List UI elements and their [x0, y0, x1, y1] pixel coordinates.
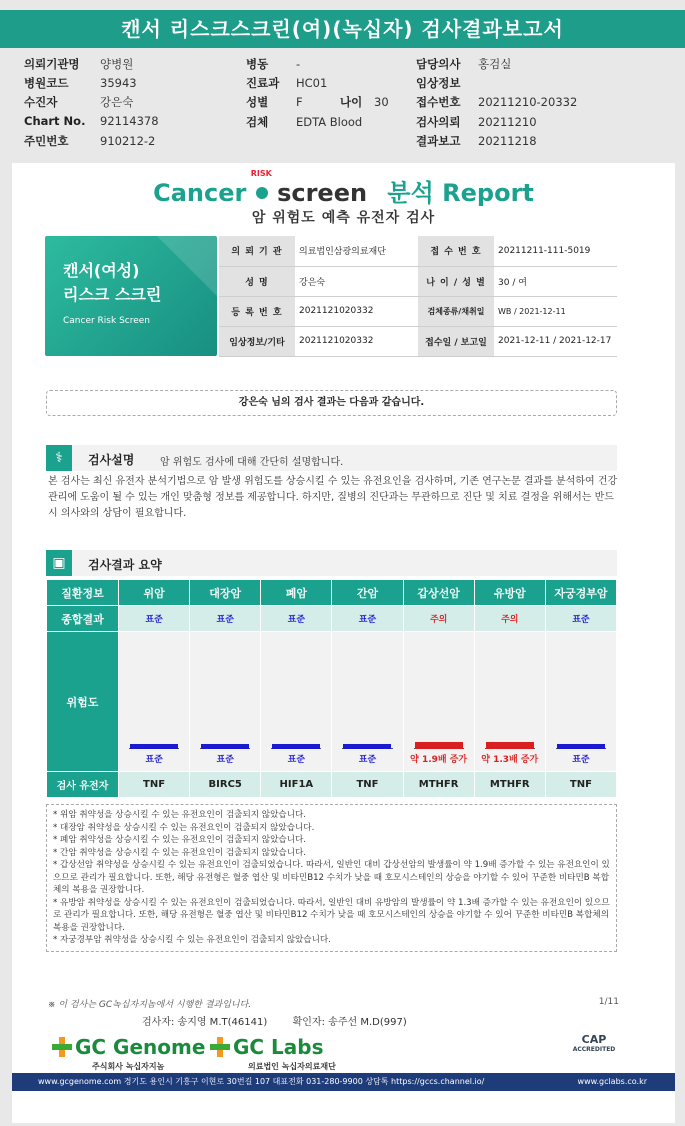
gc-genome-text: GC Genome — [75, 1035, 206, 1059]
report-subtitle: 암 위험도 예측 유전자 검사 — [251, 210, 436, 226]
disease-name: 위암 — [119, 580, 190, 606]
overall-result: 표준 — [332, 606, 403, 632]
info-value: 910212-2 — [100, 134, 156, 148]
info-field — [24, 94, 133, 112]
info-field — [246, 75, 327, 93]
risk-cell — [261, 632, 332, 772]
info-field — [246, 94, 389, 112]
patient-label: 임상정보/기타 — [219, 326, 295, 356]
risk-bar — [486, 742, 534, 749]
cap-sub: ACCREDITED — [572, 1046, 616, 1053]
target-icon — [256, 187, 268, 199]
risk-label: 약 1.3배 증가 — [481, 755, 539, 765]
patient-value: 30 / 여 — [494, 266, 617, 296]
row-label: 종합결과 — [47, 606, 119, 632]
patient-value: 2021-12-11 / 2021-12-17 — [494, 326, 617, 356]
patient-value: WB / 2021-12-11 — [494, 296, 617, 326]
info-value: 강은숙 — [100, 95, 134, 109]
note-line: * 갑상선암 취약성을 상승시킬 수 있는 유전요인이 검출되었습니다. 따라서, 일반인 대비 갑상선암의 발생률이 약 1.9배 증가할 수 있는 유전요인이 있으므로 관리가 필요합니다. 또한, 해당 유전형은 혈중 엽산 및 비타민B12 수치가 낮을 때 호모시스테인의 상승을 야기할 수 있어 꾸준한 비타민B 복합체의 복용을 권장합니다. — [53, 860, 610, 895]
disease-name: 갑상선암 — [403, 580, 474, 606]
risk-label: 표준 — [287, 755, 306, 765]
gene-name: TNF — [119, 772, 190, 798]
patient-label: 접수일 / 보고일 — [418, 326, 494, 356]
cap-text: CAP — [581, 1033, 607, 1046]
disease-name: 대장암 — [190, 580, 261, 606]
stethoscope-icon: ⚕ — [46, 445, 72, 471]
info-value: 35943 — [100, 76, 137, 90]
logo-risk-text: RISK — [250, 169, 272, 178]
overall-result: 주의 — [474, 606, 545, 632]
info-value: F — [296, 95, 303, 109]
gc-cross-icon — [52, 1037, 72, 1057]
patient-row — [219, 326, 617, 356]
info-field — [24, 56, 133, 74]
cap-accredited-logo — [559, 1033, 629, 1069]
overall-result: 주의 — [403, 606, 474, 632]
info-label: 진료과 — [246, 76, 280, 90]
patient-value: 20211211-111-5019 — [494, 236, 617, 266]
info-field — [416, 75, 478, 93]
info-label: 나이 — [340, 95, 363, 109]
overall-result: 표준 — [261, 606, 332, 632]
hero-title-1: 캔서(여성) — [63, 261, 140, 280]
info-label: 의뢰기관명 — [24, 57, 80, 71]
gene-name: MTHFR — [403, 772, 474, 798]
risk-label: 표준 — [145, 755, 163, 765]
section-bar — [72, 445, 617, 471]
gc-genome-sub: 주식회사 녹십자지놈 — [92, 1062, 165, 1071]
hero-title-2: 리스크 스크린 — [63, 285, 162, 304]
info-field — [24, 75, 137, 93]
patient-row — [219, 296, 617, 326]
hero-card — [45, 236, 217, 356]
signers: 검사자: 송지영 M.T(46141) 확인자: 송주선 M.D(997) — [142, 1017, 407, 1028]
note-line: * 유방암 취약성을 상승시킬 수 있는 유전요인이 검출되었습니다. 따라서, 일반인 대비 유방암의 발생률이 약 1.3배 증가할 수 있는 유전요인이 있으므로 관리가 필요합니다. 또한, 해당 유전형은 혈중 엽산 및 비타민B12 수치가 낮을 때 호모시스테인의 상승을 야기할 수 있어 꾸준한 비타민B 복합체의 복용을 권장합니다. — [53, 897, 610, 933]
desc-section-subtitle: 암 위험도 검사에 대해 간단히 설명합니다. — [160, 457, 344, 468]
note-line: * 간암 취약성을 상승시킬 수 있는 유전요인이 검출되지 않았습니다. — [53, 847, 307, 858]
info-value: 20211210-20332 — [478, 95, 578, 109]
info-label: 검사의뢰 — [416, 115, 461, 129]
risk-mark — [250, 169, 272, 207]
note-line: * 자궁경부암 취약성을 상승시킬 수 있는 유전요인이 검출되지 않았습니다. — [53, 935, 331, 945]
info-label: 병동 — [246, 57, 269, 71]
info-field — [416, 133, 537, 151]
logo-report-text: 분석 Report — [387, 179, 534, 207]
footer-website-link[interactable]: www.gclabs.co.kr — [577, 1077, 647, 1086]
disease-name: 자궁경부암 — [545, 580, 616, 606]
desc-section-title: 검사설명 — [88, 453, 135, 467]
risk-cell — [403, 632, 474, 772]
logo-cancer-text: Cancer — [153, 179, 247, 207]
info-label: 임상정보 — [416, 76, 461, 90]
result-notice: 강은숙 님의 검사 결과는 다음과 같습니다. — [46, 390, 617, 416]
info-value: HC01 — [296, 76, 328, 90]
result-notes — [46, 804, 617, 952]
info-value: 홍검실 — [478, 57, 512, 71]
info-label: 성별 — [246, 95, 269, 109]
info-value: 92114378 — [100, 114, 159, 128]
patient-label: 성 명 — [219, 266, 295, 296]
footer-address: www.gcgenome.com 경기도 용인시 기흥구 이현로 30번길 107 대표전화 031-280-9900 상담톡 https://gccs.channel.io/ — [38, 1077, 485, 1086]
gc-labs-text: GC Labs — [233, 1035, 324, 1059]
patient-value: 의료법인삼광의료재단 — [295, 236, 418, 266]
patient-table — [219, 236, 617, 357]
info-field — [416, 94, 577, 112]
gene-name: TNF — [332, 772, 403, 798]
patient-value: 2021121020332 — [295, 326, 418, 356]
info-field — [246, 56, 300, 74]
disease-name: 유방암 — [474, 580, 545, 606]
info-label: 수진자 — [24, 95, 58, 109]
footer-note: ※ 이 검사는 GC녹십자지놈에서 시행한 결과입니다. — [48, 1000, 252, 1010]
report-page — [12, 163, 675, 1123]
patient-label: 검체종류/채취일 — [418, 296, 494, 326]
info-value: - — [296, 57, 301, 71]
risk-cell — [332, 632, 403, 772]
report-title: 캔서 리스크스크린(여)(녹십자) 검사결과보고서 — [0, 10, 685, 48]
hero-decoration — [157, 236, 217, 296]
cancer-screen-logo — [12, 169, 675, 208]
risk-label: 약 1.9배 증가 — [410, 755, 468, 765]
risk-bar — [415, 742, 463, 749]
patient-label: 접 수 번 호 — [418, 236, 494, 266]
summary-section-title: 검사결과 요약 — [88, 558, 162, 572]
risk-bar — [272, 744, 320, 749]
info-field — [416, 114, 537, 132]
patient-label: 의 뢰 기 관 — [219, 236, 295, 266]
note-line: * 위암 취약성을 상승시킬 수 있는 유전요인이 검출되지 않았습니다. — [53, 810, 307, 820]
row-label: 질환정보 — [47, 580, 119, 606]
gene-name: HIF1A — [261, 772, 332, 798]
info-label: 병원코드 — [24, 76, 69, 90]
note-line: * 대장암 취약성을 상승시킬 수 있는 유전요인이 검출되지 않았습니다. — [53, 822, 315, 833]
gc-genome-logo — [52, 1035, 205, 1059]
patient-row — [219, 236, 617, 266]
overall-result: 표준 — [190, 606, 261, 632]
patient-row — [219, 266, 617, 296]
risk-cell — [119, 632, 190, 772]
row-label: 검사 유전자 — [47, 772, 119, 798]
risk-label: 표준 — [358, 755, 377, 765]
patient-label: 등 록 번 호 — [219, 296, 295, 326]
results-table — [46, 579, 617, 798]
info-value: EDTA Blood — [296, 115, 363, 129]
info-field — [24, 133, 155, 151]
info-field — [246, 114, 362, 132]
desc-paragraph: 본 검사는 최신 유전자 분석기법으로 암 발생 위험도를 상승시킬 수 있는 유전요인을 검사하며, 기존 연구논문 결과를 분석하여 건강 관리에 도움이 될 수 있는 개인 맞춤형 정보를 제공합니다. 하지만, 질병의 진단과는 무관하므로 진단 및 치료 결정을 위해서는 반드시 의사와의 상담이 필요합니다. — [48, 476, 618, 519]
risk-label: 표준 — [216, 755, 234, 765]
risk-row — [47, 632, 617, 772]
patient-value: 2021121020332 — [295, 296, 418, 326]
gene-name: BIRC5 — [190, 772, 261, 798]
overall-result: 표준 — [119, 606, 190, 632]
risk-bar — [201, 744, 249, 749]
info-value: 20211210 — [478, 115, 537, 129]
risk-bar — [130, 744, 178, 749]
risk-cell — [545, 632, 616, 772]
info-label: 결과보고 — [416, 134, 461, 148]
logo-screen-text: screen — [277, 179, 368, 207]
info-value: 20211218 — [478, 134, 537, 148]
folder-icon: ▣ — [46, 550, 72, 576]
disease-name: 간암 — [332, 580, 403, 606]
gc-labs-logo — [210, 1035, 324, 1059]
gene-name: TNF — [545, 772, 616, 798]
gene-name: MTHFR — [474, 772, 545, 798]
info-value: 30 — [374, 95, 389, 109]
risk-cell — [474, 632, 545, 772]
info-label: 검체 — [246, 115, 269, 129]
footer-bar — [12, 1073, 675, 1091]
gc-labs-sub: 의료법인 녹십자의료재단 — [248, 1062, 336, 1071]
gc-cross-icon — [210, 1037, 230, 1057]
disease-row — [47, 580, 617, 606]
overall-result: 표준 — [545, 606, 616, 632]
info-field — [24, 114, 159, 132]
risk-label: 표준 — [572, 755, 590, 765]
note-line: * 폐암 취약성을 상승시킬 수 있는 유전요인이 검출되지 않았습니다. — [53, 835, 307, 845]
info-label: 담당의사 — [416, 57, 461, 71]
info-field — [416, 56, 511, 74]
risk-bar — [343, 744, 391, 749]
info-label: 접수번호 — [416, 95, 461, 109]
patient-label: 나 이 / 성 별 — [418, 266, 494, 296]
row-label: 위험도 — [47, 632, 119, 772]
overall-row — [47, 606, 617, 632]
page-number: 1/11 — [598, 997, 619, 1007]
risk-bar — [557, 744, 605, 749]
disease-name: 폐암 — [261, 580, 332, 606]
info-label: Chart No. — [24, 114, 86, 128]
info-value: 양병원 — [100, 57, 134, 71]
risk-cell — [190, 632, 261, 772]
gene-row — [47, 772, 617, 798]
hero-subtitle: Cancer Risk Screen — [63, 316, 151, 326]
patient-value: 강은숙 — [295, 266, 418, 296]
info-label: 주민번호 — [24, 134, 69, 148]
